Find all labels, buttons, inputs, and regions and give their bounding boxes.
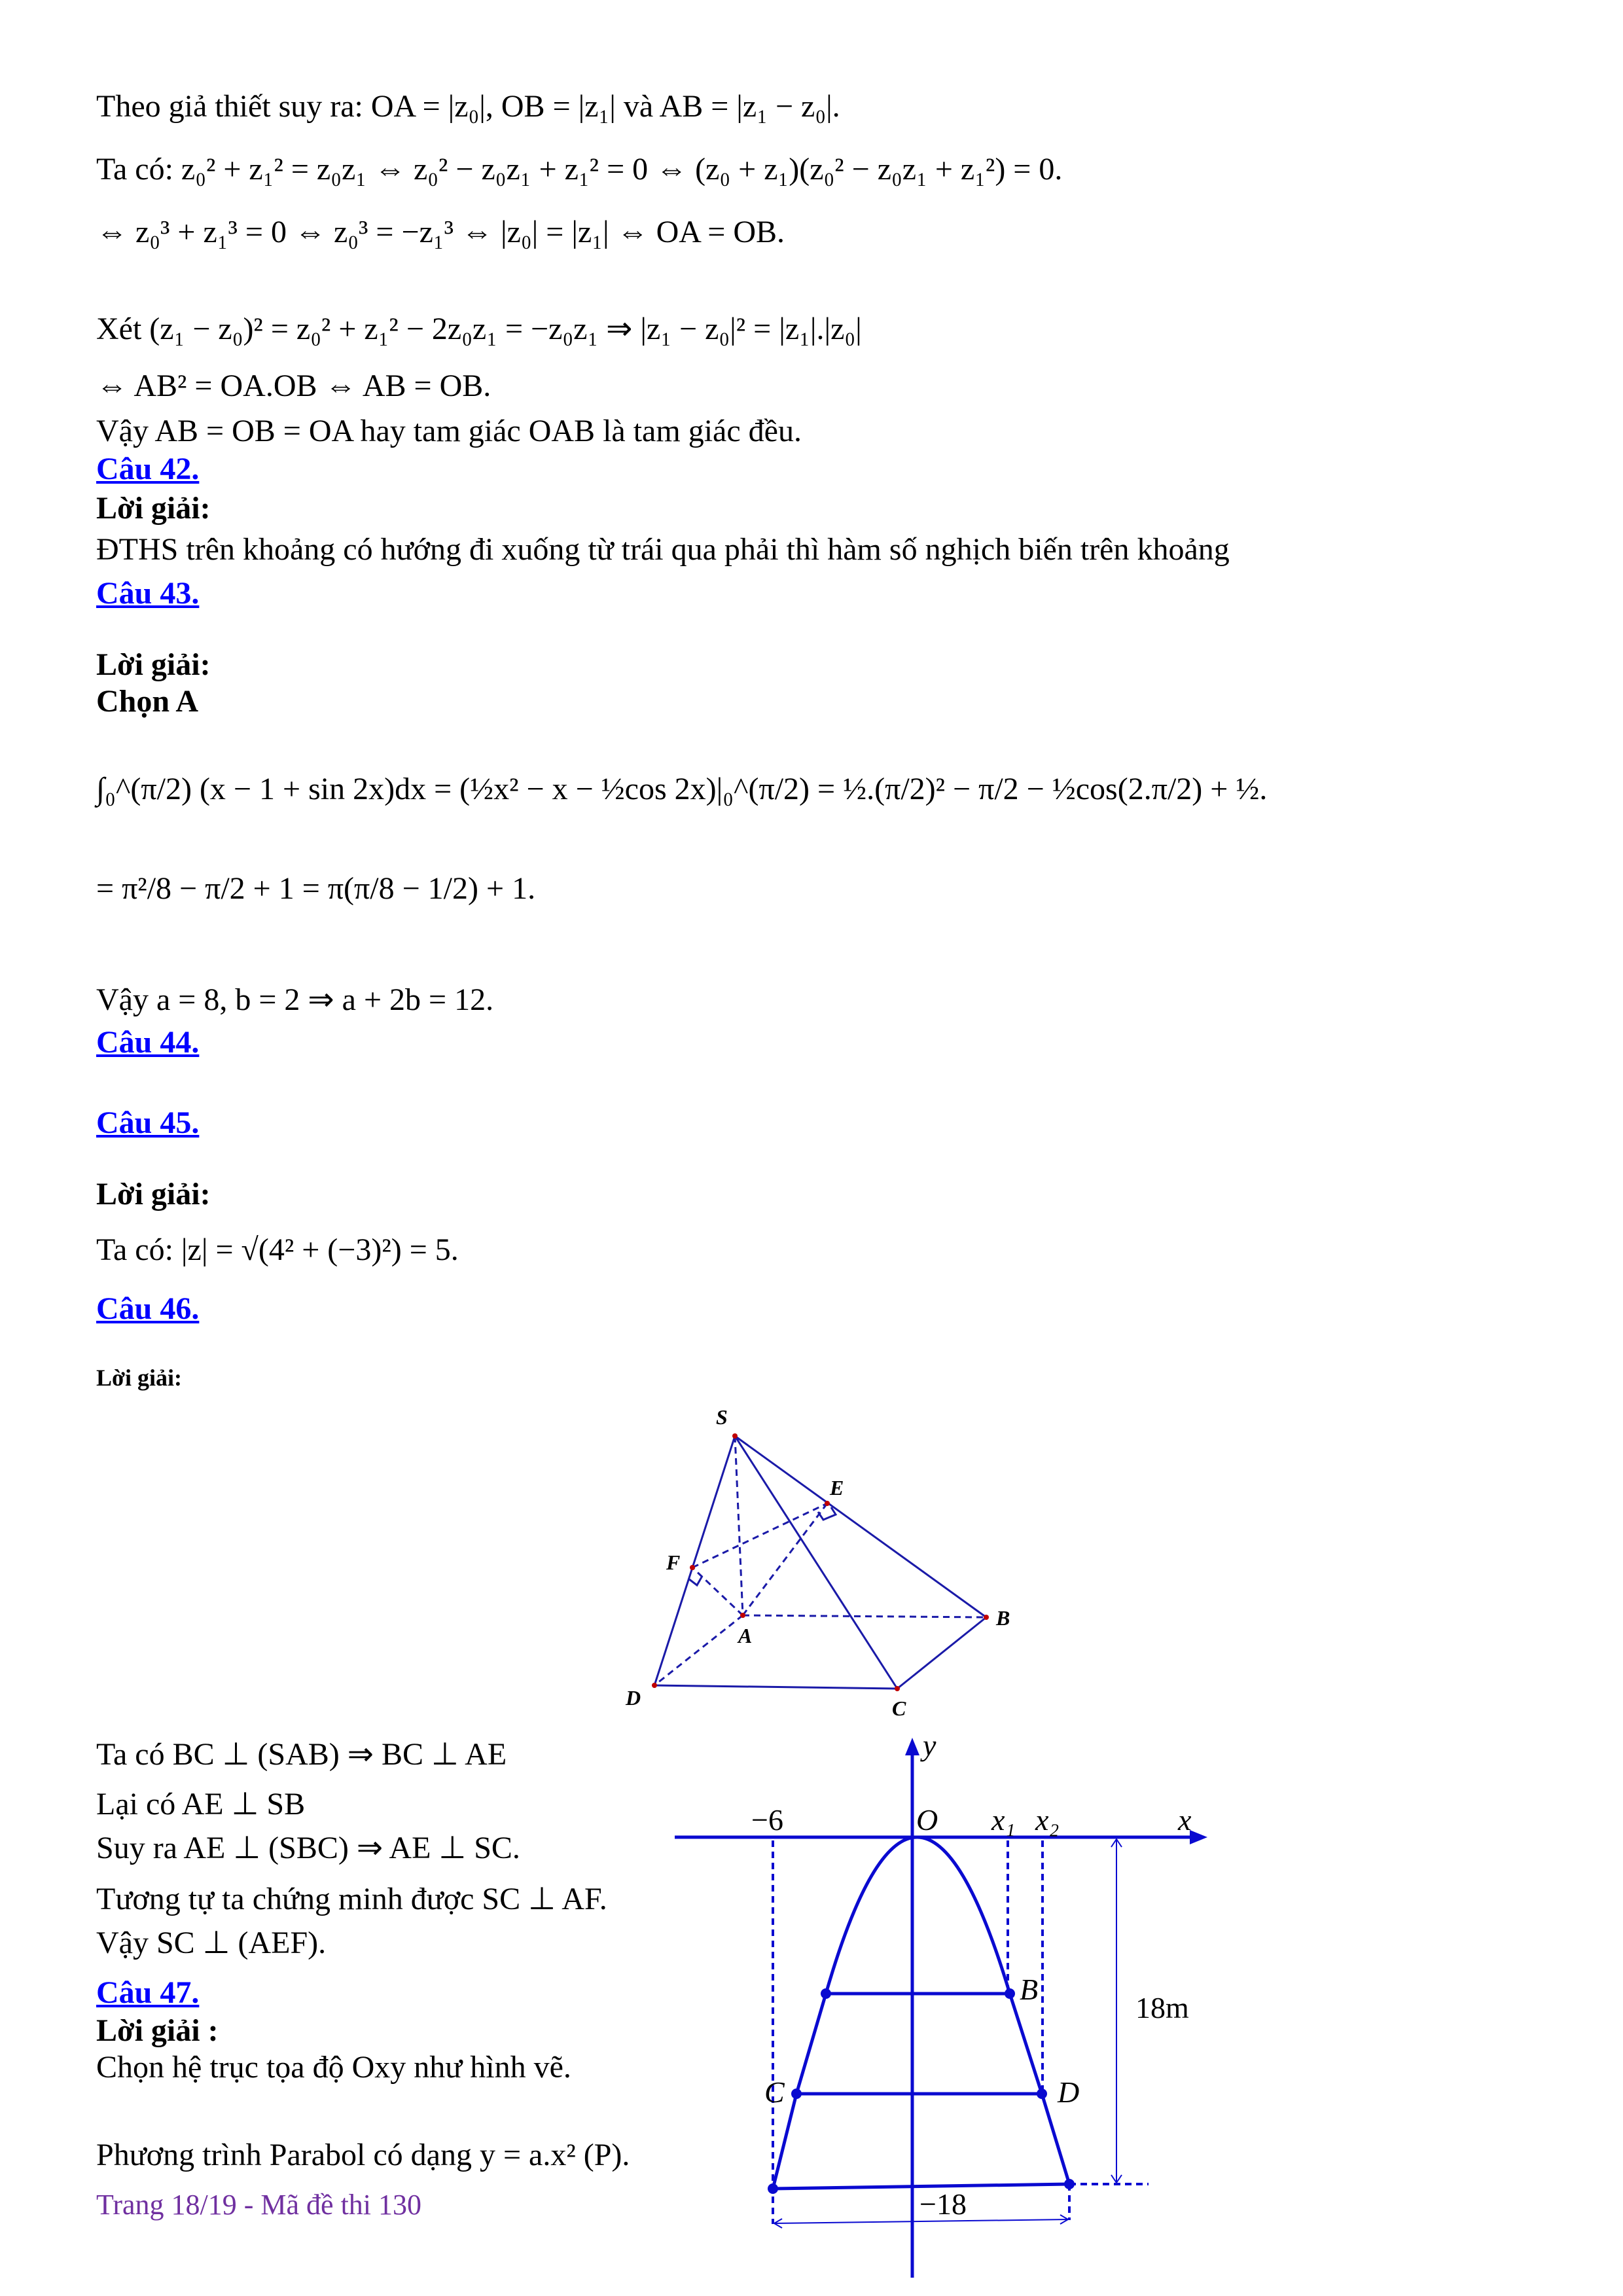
label-D: D (1058, 2075, 1080, 2109)
edge-CB (897, 1617, 986, 1689)
label-D: D (626, 1686, 641, 1710)
x-axis-arrow (1190, 1830, 1207, 1844)
label-O: O (916, 1803, 938, 1837)
label-neg18: −18 (919, 2187, 967, 2221)
edge-AB (743, 1615, 986, 1617)
parabola-points (768, 1988, 1075, 2194)
parabola-curve (826, 1837, 1010, 1994)
text-line: Vậy a = 8, b = 2 ⇒ a + 2b = 12. (96, 982, 494, 1017)
label-x1: x₁ (991, 1803, 1016, 1837)
label-S: S (716, 1405, 728, 1429)
text-line: = π²/8 − π/2 + 1 = π(π/8 − 1/2) + 1. (96, 871, 536, 906)
text-line: Chọn hệ trục tọa độ Oxy như hình vẽ. (96, 2050, 571, 2085)
edge-AD (654, 1615, 743, 1685)
label-x2: x₂ (1035, 1803, 1060, 1837)
label-B: B (996, 1606, 1010, 1630)
question-47-link[interactable]: Câu 47. (96, 1975, 200, 2010)
question-46-link[interactable]: Câu 46. (96, 1291, 200, 1326)
answer-choice: Chọn A (96, 684, 199, 719)
text-line: Suy ra AE ⊥ (SBC) ⇒ AE ⊥ SC. (96, 1831, 520, 1865)
solution-label: Lời giải: (96, 491, 211, 526)
text-line: ĐTHS trên khoảng có hướng đi xuống từ trái qua phải thì hàm số nghịch biến trên khoảng (96, 532, 1230, 567)
solution-label: Lời giải: (96, 1177, 211, 1211)
solution-label: Lời giải: (96, 647, 211, 682)
text-line: Vậy AB = OB = OA hay tam giác OAB là tam giác đều. (96, 414, 802, 448)
label-A: A (738, 1624, 753, 1647)
text-line: ⇔ z₀³ + z₁³ = 0 ⇔ z₀³ = −z₁³ ⇔ |z₀| = |z₁| ⇔ OA = OB. (96, 215, 785, 249)
label-C: C (764, 2075, 785, 2109)
text-line: Ta có BC ⊥ (SAB) ⇒ BC ⊥ AE (96, 1737, 507, 1772)
page-footer: Trang 18/19 - Mã đề thi 130 (96, 2189, 422, 2221)
text-line: Tương tự ta chứng minh được SC ⊥ AF. (96, 1882, 607, 1916)
edge-DC (654, 1685, 897, 1689)
text-line: Phương trình Parabol có dạng y = a.x² (P). (96, 2138, 630, 2172)
label-E: E (830, 1476, 844, 1499)
pyramid-figure (654, 1436, 986, 1689)
label-C: C (892, 1696, 906, 1720)
label-F: F (666, 1551, 681, 1574)
text-line: Vậy SC ⊥ (AEF). (96, 1926, 327, 1960)
segment-AF (692, 1568, 743, 1615)
integral-line: ∫₀^(π/2) (x − 1 + sin 2x)dx = (½x² − x − ½cos 2x)|₀^(π/2) = ½.(π/2)² − π/2 − ½cos(2.π/2) + ½. (96, 772, 1268, 806)
text-line: ⇔ AB² = OA.OB ⇔ AB = OB. (96, 368, 491, 403)
solution-label: Lời giải: (96, 1365, 182, 1391)
label-B: B (1020, 1973, 1039, 2006)
segment-EF (692, 1503, 827, 1568)
solution-label: Lời giải : (96, 2013, 219, 2048)
text-line: Theo giả thiết suy ra: OA = |z₀|, OB = |z₁| và AB = |z₁ − z₀|. (96, 89, 840, 124)
edge-SA (735, 1436, 743, 1615)
text-line: Lại có AE ⊥ SB (96, 1787, 306, 1821)
label-height: 18m (1135, 1991, 1189, 2024)
edge-SB (735, 1436, 986, 1617)
text-line: Ta có: z₀² + z₁² = z₀z₁ ⇔ z₀² − z₀z₁ + z₁² = 0 ⇔ (z₀ + z₁)(z₀² − z₀z₁ + z₁²) = 0. (96, 152, 1063, 187)
label-neg6: −6 (751, 1803, 783, 1837)
text-line: Ta có: |z| = √(4² + (−3)²) = 5. (96, 1232, 459, 1267)
right-angle-F (688, 1576, 702, 1585)
question-43-link[interactable]: Câu 43. (96, 576, 200, 611)
y-axis-arrow (905, 1738, 919, 1755)
label-x: x (1178, 1803, 1192, 1837)
label-y: y (923, 1729, 936, 1762)
question-44-link[interactable]: Câu 44. (96, 1025, 200, 1060)
text-line: Xét (z₁ − z₀)² = z₀² + z₁² − 2z₀z₁ = −z₀z₁ ⇒ |z₁ − z₀|² = |z₁|.|z₀| (96, 312, 862, 346)
question-42-link[interactable]: Câu 42. (96, 452, 200, 486)
question-45-link[interactable]: Câu 45. (96, 1105, 200, 1140)
edge-SC (735, 1436, 897, 1689)
